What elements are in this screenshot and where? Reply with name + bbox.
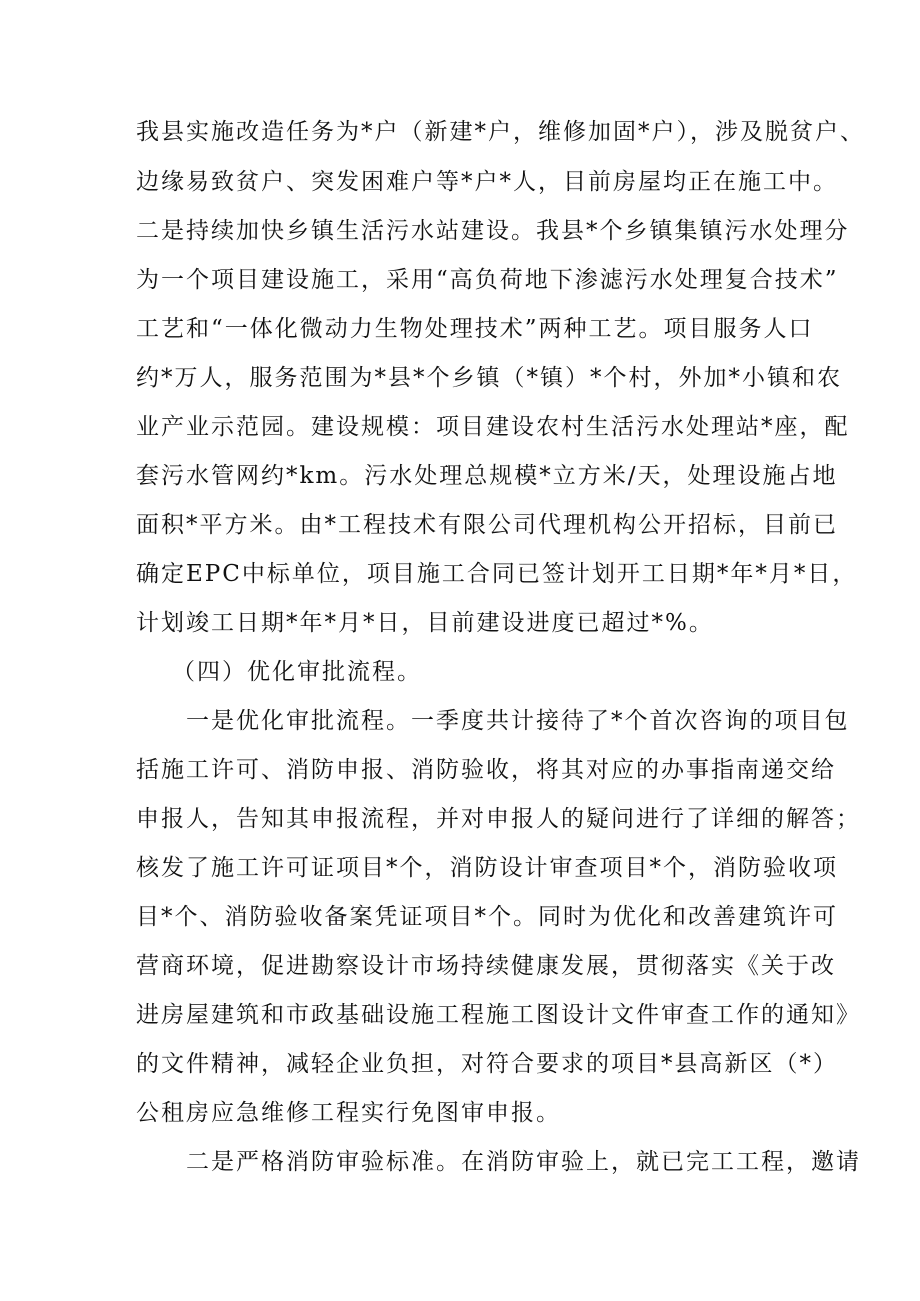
paragraph-line-2: 边缘易致贫户、突发困难户等*户*人，目前房屋均正在施工中。 bbox=[136, 169, 838, 195]
paragraph-line-5: 工艺和“一体化微动力生物处理技术”两种工艺。项目服务人口 bbox=[136, 316, 814, 342]
paragraph-line-16: 核发了施工许可证项目*个，消防设计审查项目*个，消防验收项 bbox=[136, 855, 838, 881]
paragraph-line-3: 二是持续加快乡镇生活污水站建设。我县*个乡镇集镇污水处理分 bbox=[136, 218, 850, 244]
paragraph-line-21: 公租房应急维修工程实行免图审申报。 bbox=[136, 1100, 561, 1126]
paragraph-line-13: 一是优化审批流程。一季度共计接待了*个首次咨询的项目包 bbox=[186, 708, 850, 734]
paragraph-line-19: 进房屋建筑和市政基础设施工程施工图设计文件审查工作的通知》 bbox=[136, 1002, 861, 1028]
paragraph-line-10: 确定EPC中标单位，项目施工合同已签计划开工日期*年*月*日， bbox=[136, 561, 858, 587]
paragraph-line-6: 约*万人，服务范围为*县*个乡镇（*镇）*个村，外加*小镇和农 bbox=[136, 365, 842, 391]
section-heading: （四）优化审批流程。 bbox=[172, 659, 422, 685]
paragraph-line-9: 面积*平方米。由*工程技术有限公司代理机构公开招标，目前已 bbox=[136, 512, 838, 538]
paragraph-line-14: 括施工许可、消防申报、消防验收，将其对应的办事指南递交给 bbox=[136, 757, 836, 783]
paragraph-line-4: 为一个项目建设施工，采用“高负荷地下渗滤污水处理复合技术” bbox=[136, 267, 839, 293]
paragraph-line-11: 计划竣工日期*年*月*日，目前建设进度已超过*%。 bbox=[136, 610, 714, 636]
paragraph-line-8: 套污水管网约*km。污水处理总规模*立方米/天，处理设施占地 bbox=[136, 463, 838, 489]
paragraph-line-1: 我县实施改造任务为*户（新建*户，维修加固*户），涉及脱贫户、 bbox=[136, 119, 865, 145]
paragraph-line-18: 营商环境，促进勘察设计市场持续健康发展，贯彻落实《关于改 bbox=[136, 953, 836, 979]
paragraph-line-22: 二是严格消防审验标准。在消防审验上，就已完工工程，邀请 bbox=[186, 1149, 861, 1175]
paragraph-line-20: 的文件精神，减轻企业负担，对符合要求的项目*县高新区（*） bbox=[136, 1051, 838, 1077]
paragraph-line-17: 目*个、消防验收备案凭证项目*个。同时为优化和改善建筑许可 bbox=[136, 904, 838, 930]
paragraph-line-15: 申报人，告知其申报流程，并对申报人的疑问进行了详细的解答； bbox=[136, 806, 861, 832]
paragraph-line-7: 业产业示范园。建设规模：项目建设农村生活污水处理站*座，配 bbox=[136, 414, 850, 440]
